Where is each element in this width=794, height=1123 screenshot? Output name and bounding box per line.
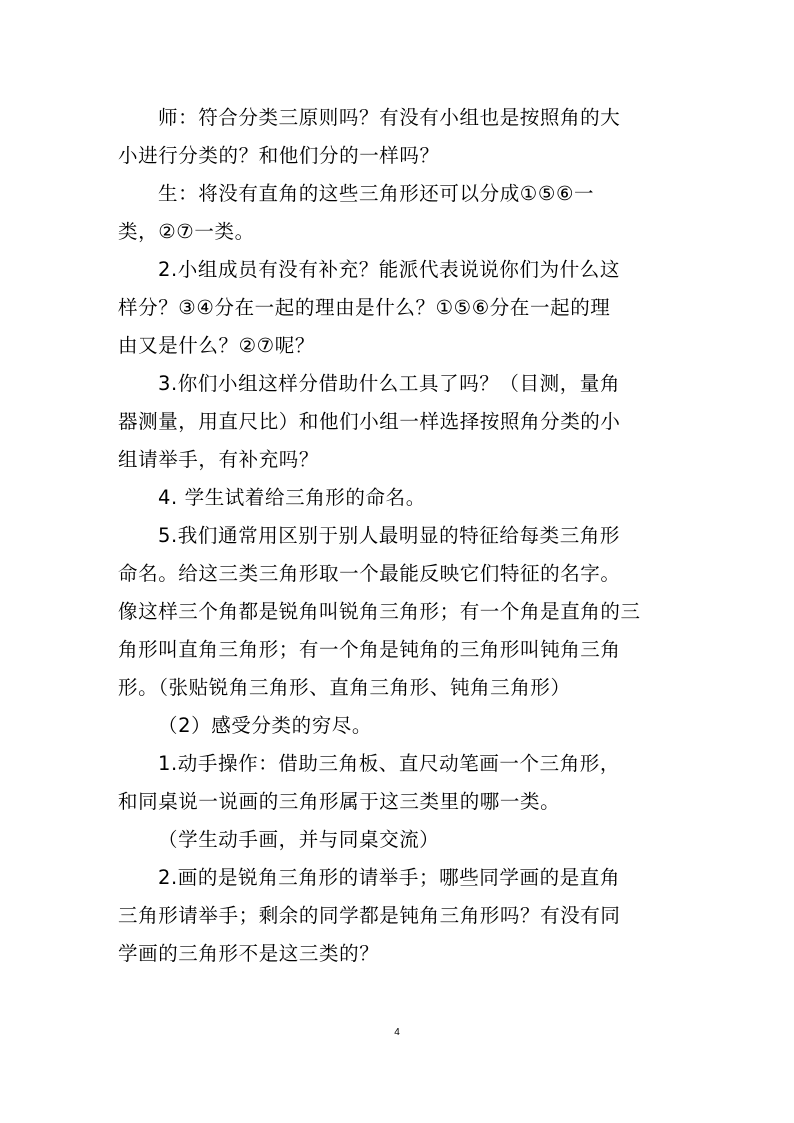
paragraph-line: （学生动手画，并与同桌交流）: [158, 828, 440, 851]
paragraph-line: 角形叫直角三角形；有一个角是钝角的三角形叫钝角三角: [118, 638, 621, 661]
paragraph-line: 1.动手操作：借助三角板、直尺动笔画一个三角形，: [158, 752, 621, 775]
paragraph-line: 5.我们通常用区别于别人最明显的特征给每类三角形: [158, 524, 621, 547]
paragraph-line: 师：符合分类三原则吗？有没有小组也是按照角的大: [158, 106, 621, 129]
page-number: 4: [394, 1027, 400, 1038]
paragraph-line: 学画的三角形不是这三类的？: [118, 942, 380, 965]
paragraph-line: 三角形请举手；剩余的同学都是钝角三角形吗？有没有同: [118, 904, 621, 927]
paragraph-line: 2.画的是锐角三角形的请举手；哪些同学画的是直角: [158, 866, 621, 889]
paragraph-line: 由又是什么？②⑦呢？: [118, 334, 315, 357]
paragraph-line: 3.你们小组这样分借助什么工具了吗？（目测，量角: [158, 372, 621, 395]
paragraph-line: 2.小组成员有没有补充？能派代表说说你们为什么这: [158, 258, 621, 281]
paragraph-line: 像这样三个角都是锐角叫锐角三角形；有一个角是直角的三: [118, 600, 641, 623]
paragraph-line: 组请举手，有补充吗？: [118, 448, 320, 471]
paragraph-line: 命名。给这三类三角形取一个最能反映它们特征的名字。: [118, 562, 621, 585]
paragraph-line: 器测量，用直尺比）和他们小组一样选择按照角分类的小: [118, 410, 621, 433]
paragraph-line: 类，②⑦一类。: [118, 220, 255, 243]
paragraph-line: 生：将没有直角的这些三角形还可以分成①⑤⑥一: [158, 182, 595, 205]
paragraph-line: 和同桌说一说画的三角形属于这三类里的哪一类。: [118, 790, 561, 813]
paragraph-line: 样分？③④分在一起的理由是什么？①⑤⑥分在一起的理: [118, 296, 611, 319]
paragraph-line: 形。（张贴锐角三角形、直角三角形、钝角三角形）: [118, 676, 571, 699]
paragraph-line: 小进行分类的？和他们分的一样吗？: [118, 144, 440, 167]
paragraph-line: 4. 学生试着给三角形的命名。: [158, 486, 426, 509]
paragraph-line: （2）感受分类的穷尽。: [158, 714, 373, 737]
